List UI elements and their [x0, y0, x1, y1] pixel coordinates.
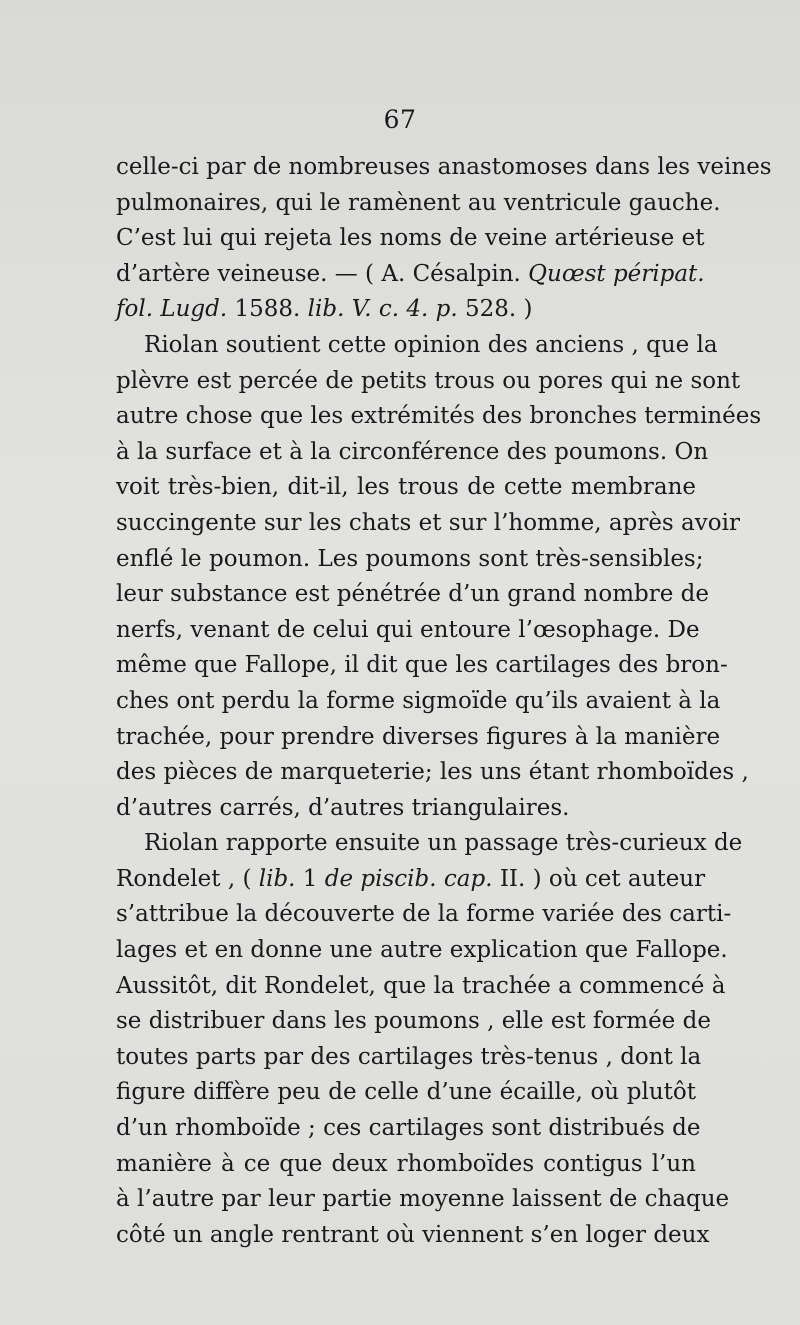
italic-text: de piscib. cap. — [324, 865, 493, 892]
text-line — [116, 399, 762, 435]
text-line — [116, 933, 728, 969]
text-line — [116, 257, 705, 293]
text-line — [116, 862, 706, 898]
text-line — [116, 969, 726, 1005]
text-line — [116, 577, 709, 613]
text-segment: manière à ce que deux rhomboïdes contigus l’un — [116, 1150, 696, 1177]
text-segment: celle-ci par de nombreuses anastomoses dans les veines — [116, 154, 772, 180]
body-text — [116, 150, 772, 1253]
text-segment: enflé le poumon. Les poumons sont très-sensibles; — [116, 545, 704, 572]
italic-text: lib. — [258, 865, 296, 892]
text-segment: se distribuer dans les poumons , elle est formée de — [116, 1008, 711, 1035]
text-line — [116, 364, 741, 400]
text-line — [116, 1040, 702, 1076]
text-line — [116, 791, 696, 827]
text-segment: nerfs, venant de celui qui entoure l’œsophage. De — [116, 616, 700, 643]
text-line — [116, 1147, 696, 1183]
text-segment: 1588. — [227, 296, 308, 323]
text-segment: II. ) où cet auteur — [492, 865, 706, 892]
text-segment: lages et en donne une autre explication que Fallope. — [116, 937, 728, 964]
text-line — [116, 221, 705, 257]
text-segment: s’attribue la découverte de la forme variée des carti- — [116, 901, 732, 928]
text-segment: Aussitôt, dit Rondelet, que la trachée a commencé à — [116, 972, 726, 999]
text-segment: toutes parts par des cartilages très-tenus , dont la — [116, 1043, 702, 1070]
text-segment: plèvre est percée de petits trous ou pores qui ne sont — [116, 367, 741, 394]
text-segment: des pièces de marqueterie; les uns étant rhomboïdes , — [116, 759, 749, 786]
text-segment: Riolan rapporte ensuite un passage très-curieux de — [144, 830, 743, 857]
text-segment: même que Fallope, il dit que les cartilages des bron- — [116, 652, 728, 679]
text-segment: leur substance est pénétrée d’un grand nombre de — [116, 581, 709, 608]
page-number: 67 — [383, 105, 417, 134]
italic-text: Quœst péripat. — [528, 260, 705, 287]
text-line — [116, 1075, 696, 1111]
text-line — [116, 506, 740, 542]
text-segment: côté un angle rentrant où viennent s’en loger deux — [116, 1221, 710, 1248]
italic-text: fol. Lugd. — [116, 296, 228, 323]
text-line — [116, 435, 709, 471]
text-segment: voit très-bien, dit-il, les trous de cette membrane — [116, 474, 696, 501]
text-line — [116, 897, 732, 933]
text-segment: ches ont perdu la forme sigmoïde qu’ils avaient à la — [116, 687, 721, 714]
text-segment: Riolan soutient cette opinion des anciens , que la — [144, 331, 718, 358]
text-segment: d’artère veineuse. — ( A. Césalpin. — [116, 260, 529, 287]
text-line — [116, 1182, 730, 1218]
text-line — [116, 1111, 701, 1147]
text-segment: trachée, pour prendre diverses figures à la manière — [116, 723, 721, 750]
text-segment: autre chose que les extrémités des bronches terminées — [116, 403, 762, 430]
text-line — [116, 613, 700, 649]
text-line — [116, 648, 728, 684]
text-segment: à l’autre par leur partie moyenne laissent de chaque — [116, 1186, 730, 1213]
text-segment: 528. ) — [457, 296, 533, 323]
text-segment: Rondelet , ( — [116, 865, 259, 892]
text-segment: pulmonaires, qui le ramènent au ventricule gauche. — [116, 189, 721, 216]
text-segment: d’autres carrés, d’autres triangulaires. — [116, 794, 570, 821]
text-segment: C’est lui qui rejeta les noms de veine artérieuse et — [116, 225, 705, 252]
text-line — [116, 150, 772, 186]
text-segment: succingente sur les chats et sur l’homme, après avoir — [116, 509, 740, 536]
text-line — [116, 1004, 711, 1040]
text-line — [116, 1218, 710, 1254]
italic-text: lib. V. c. 4. p. — [307, 296, 458, 323]
text-line — [116, 826, 743, 862]
text-line — [116, 292, 696, 328]
text-segment: 1 — [295, 865, 325, 892]
text-line — [116, 755, 749, 791]
text-line — [116, 684, 721, 720]
text-segment: d’un rhomboïde ; ces cartilages sont distribués de — [116, 1115, 701, 1142]
text-line — [116, 186, 721, 222]
text-line — [116, 470, 696, 506]
text-line — [116, 720, 721, 756]
text-line — [116, 328, 718, 364]
text-segment: figure diffère peu de celle d’une écaille, où plutôt — [116, 1079, 696, 1106]
text-line — [116, 542, 704, 578]
text-segment: à la surface et à la circonférence des poumons. On — [116, 438, 709, 465]
